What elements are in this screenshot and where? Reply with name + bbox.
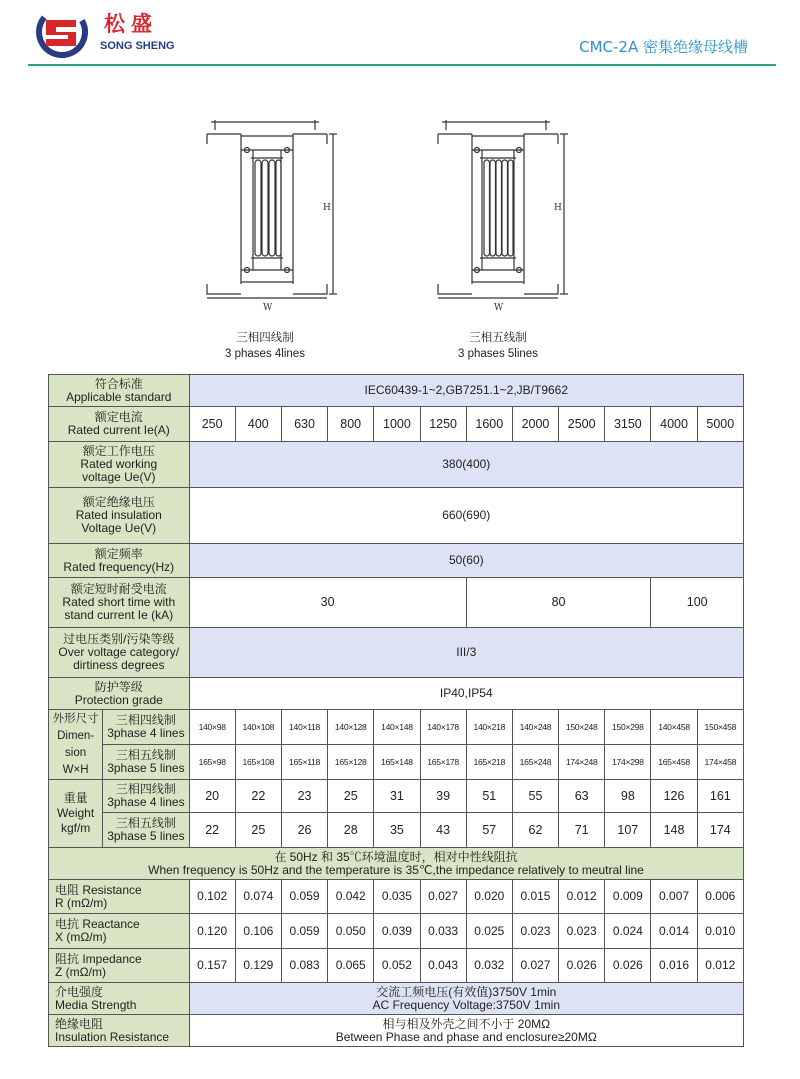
reactance-cell: 0.014: [651, 914, 697, 949]
figure-caption-5lines: [418, 330, 578, 362]
dimension-cell: 165×118: [281, 745, 327, 780]
busway-cross-section-5lines: [428, 120, 578, 313]
value-insulation-voltage: 660(690): [189, 488, 743, 544]
row-impedance: [49, 949, 744, 983]
resistance-cell: 0.006: [697, 880, 743, 914]
resistance-cell: 0.059: [281, 880, 327, 914]
brand-name-cn: 松盛: [104, 12, 158, 36]
short-time-cell: 80: [466, 578, 651, 628]
label-dimension-4lines: 三相四线制 3phase 4 lines: [103, 710, 189, 745]
label-impedance: 阻抗 Impedance Z (mΩ/m): [49, 949, 190, 983]
reactance-cell: 0.023: [559, 914, 605, 949]
current-cell: 400: [235, 407, 281, 442]
reactance-cell: 0.033: [420, 914, 466, 949]
dimension-cell: 165×458: [651, 745, 697, 780]
weight-cell: 39: [420, 780, 466, 813]
value-media-strength: 交流工频电压(有效值)3750V 1min AC Frequency Voltage:3750V 1min: [189, 983, 743, 1015]
label-weight: 重量 Weight kgf/m: [49, 780, 103, 848]
busway-cross-section-4lines: [197, 120, 347, 313]
dimension-cell: 140×148: [374, 710, 420, 745]
current-cell: 2000: [512, 407, 558, 442]
impedance-cell: 0.065: [328, 949, 374, 983]
value-insulation-resistance: 相与相及外壳之间不小于 20MΩ Between Phase and phase and enclosure≥20MΩ: [189, 1015, 743, 1047]
resistance-cell: 0.020: [466, 880, 512, 914]
weight-cell: 26: [281, 813, 327, 848]
weight-cell: 35: [374, 813, 420, 848]
dimension-cell: 165×148: [374, 745, 420, 780]
weight-cell: 148: [651, 813, 697, 848]
height-label: H: [554, 203, 562, 213]
impedance-cell: 0.027: [512, 949, 558, 983]
dimension-cell: 150×298: [605, 710, 651, 745]
header-divider: [28, 64, 776, 66]
dimension-cell: 165×98: [189, 745, 235, 780]
row-standard: [49, 375, 744, 407]
resistance-cell: 0.042: [328, 880, 374, 914]
reactance-cell: 0.059: [281, 914, 327, 949]
reactance-cell: 0.025: [466, 914, 512, 949]
short-time-cell: 100: [651, 578, 744, 628]
label-frequency: 额定频率 Rated frequency(Hz): [49, 544, 190, 578]
weight-cell: 25: [235, 813, 281, 848]
dimension-cell: 140×128: [328, 710, 374, 745]
dimension-cell: 140×178: [420, 710, 466, 745]
row-insulation-resistance: [49, 1015, 744, 1047]
resistance-cell: 0.012: [559, 880, 605, 914]
impedance-cell: 0.043: [420, 949, 466, 983]
weight-cell: 51: [466, 780, 512, 813]
label-short-time-current: 额定短时耐受电流 Rated short time with stand current Ie (kA): [49, 578, 190, 628]
dimension-cell: 140×458: [651, 710, 697, 745]
weight-cell: 22: [235, 780, 281, 813]
weight-cell: 25: [328, 780, 374, 813]
dimension-cell: 165×178: [420, 745, 466, 780]
value-working-voltage: 380(400): [189, 442, 743, 488]
resistance-cell: 0.009: [605, 880, 651, 914]
reactance-cell: 0.120: [189, 914, 235, 949]
weight-cell: 174: [697, 813, 743, 848]
label-dimension-5lines: 三相五线制 3phase 5 lines: [103, 745, 189, 780]
current-cell: 5000: [697, 407, 743, 442]
current-cell: 1250: [420, 407, 466, 442]
dimension-cell: 165×218: [466, 745, 512, 780]
row-insulation-voltage: [49, 488, 744, 544]
label-weight-4lines: 三相四线制 3phase 4 lines: [103, 780, 189, 813]
caption-cn: 三相四线制: [236, 332, 294, 344]
current-cell: 250: [189, 407, 235, 442]
row-weight-4lines: [49, 780, 744, 813]
value-protection: IP40,IP54: [189, 678, 743, 710]
caption-en: 3 phases 5lines: [458, 348, 538, 360]
dimension-cell: 165×108: [235, 745, 281, 780]
short-time-cell: 30: [189, 578, 466, 628]
weight-cell: 62: [512, 813, 558, 848]
impedance-cell: 0.032: [466, 949, 512, 983]
weight-cell: 98: [605, 780, 651, 813]
weight-cell: 55: [512, 780, 558, 813]
reactance-cell: 0.039: [374, 914, 420, 949]
dimension-cell: 140×98: [189, 710, 235, 745]
weight-cell: 71: [559, 813, 605, 848]
impedance-cell: 0.016: [651, 949, 697, 983]
row-dimension-5lines: [49, 745, 744, 780]
row-working-voltage: [49, 442, 744, 488]
impedance-cell: 0.052: [374, 949, 420, 983]
row-rated-current: [49, 407, 744, 442]
reactance-cell: 0.010: [697, 914, 743, 949]
label-reactance: 电抗 Reactance X (mΩ/m): [49, 914, 190, 949]
impedance-cell: 0.012: [697, 949, 743, 983]
current-cell: 3150: [605, 407, 651, 442]
dimension-cell: 140×118: [281, 710, 327, 745]
current-cell: 800: [328, 407, 374, 442]
figure-caption-4lines: [185, 330, 345, 362]
height-label: H: [323, 203, 331, 213]
dimension-cell: 140×108: [235, 710, 281, 745]
label-insulation-resistance: 绝缘电阻 Insulation Resistance: [49, 1015, 190, 1047]
resistance-cell: 0.007: [651, 880, 697, 914]
weight-cell: 43: [420, 813, 466, 848]
label-dimension: 外形尺寸 Dimen- sion W×H: [49, 710, 103, 780]
dimension-cell: 165×248: [512, 745, 558, 780]
resistance-cell: 0.027: [420, 880, 466, 914]
page-header: [0, 0, 800, 66]
weight-cell: 28: [328, 813, 374, 848]
impedance-cell: 0.157: [189, 949, 235, 983]
value-standard: IEC60439-1~2,GB7251.1~2,JB/T9662: [189, 375, 743, 407]
resistance-cell: 0.074: [235, 880, 281, 914]
label-insulation-voltage: 额定绝缘电压 Rated insulation Voltage Ue(V): [49, 488, 190, 544]
impedance-note: 在 50Hz 和 35℃环境温度时，相对中性线阻抗 When frequency is 50Hz and the temperature is 35℃,the impedance relatively to meutral line: [49, 848, 744, 880]
row-dimension-4lines: [49, 710, 744, 745]
weight-cell: 20: [189, 780, 235, 813]
row-media-strength: [49, 983, 744, 1015]
label-rated-current: 额定电流 Rated current Ie(A): [49, 407, 190, 442]
resistance-cell: 0.102: [189, 880, 235, 914]
width-label: W: [494, 303, 504, 313]
reactance-cell: 0.023: [512, 914, 558, 949]
caption-cn: 三相五线制: [469, 332, 527, 344]
dimension-cell: 150×458: [697, 710, 743, 745]
row-reactance: [49, 914, 744, 949]
current-cell: 2500: [559, 407, 605, 442]
row-protection: [49, 678, 744, 710]
row-weight-5lines: [49, 813, 744, 848]
dimension-cell: 174×248: [559, 745, 605, 780]
weight-cell: 23: [281, 780, 327, 813]
current-cell: 4000: [651, 407, 697, 442]
weight-cell: 161: [697, 780, 743, 813]
label-resistance: 电阻 Resistance R (mΩ/m): [49, 880, 190, 914]
impedance-cell: 0.129: [235, 949, 281, 983]
songsheng-logo: [34, 6, 90, 58]
reactance-cell: 0.050: [328, 914, 374, 949]
document-title: CMC-2A 密集绝缘母线槽: [579, 38, 748, 56]
label-media-strength: 介电强度 Media Strength: [49, 983, 190, 1015]
dimension-cell: 174×458: [697, 745, 743, 780]
row-short-time-current: [49, 578, 744, 628]
resistance-cell: 0.035: [374, 880, 420, 914]
label-standard: 符合标准 Applicable standard: [49, 375, 190, 407]
impedance-cell: 0.026: [605, 949, 651, 983]
current-cell: 630: [281, 407, 327, 442]
current-cell: 1000: [374, 407, 420, 442]
current-cell: 1600: [466, 407, 512, 442]
impedance-cell: 0.026: [559, 949, 605, 983]
resistance-cell: 0.015: [512, 880, 558, 914]
dimension-cell: 140×218: [466, 710, 512, 745]
value-frequency: 50(60): [189, 544, 743, 578]
brand-name-en: SONG SHENG: [100, 40, 175, 52]
reactance-cell: 0.106: [235, 914, 281, 949]
impedance-cell: 0.083: [281, 949, 327, 983]
label-working-voltage: 额定工作电压 Rated working voltage Ue(V): [49, 442, 190, 488]
dimension-cell: 140×248: [512, 710, 558, 745]
specification-table: [48, 374, 744, 1047]
dimension-cell: 150×248: [559, 710, 605, 745]
weight-cell: 107: [605, 813, 651, 848]
dimension-cell: 165×128: [328, 745, 374, 780]
dimension-cell: 174×298: [605, 745, 651, 780]
caption-en: 3 phases 4lines: [225, 348, 305, 360]
row-impedance-note: [49, 848, 744, 880]
row-frequency: [49, 544, 744, 578]
weight-cell: 57: [466, 813, 512, 848]
label-weight-5lines: 三相五线制 3phase 5 lines: [103, 813, 189, 848]
weight-cell: 63: [559, 780, 605, 813]
width-label: W: [263, 303, 273, 313]
row-overvoltage: [49, 628, 744, 678]
row-resistance: [49, 880, 744, 914]
label-protection: 防护等级 Protection grade: [49, 678, 190, 710]
label-overvoltage: 过电压类别/污染等级 Over voltage category/ dirtiness degrees: [49, 628, 190, 678]
weight-cell: 31: [374, 780, 420, 813]
weight-cell: 22: [189, 813, 235, 848]
value-overvoltage: III/3: [189, 628, 743, 678]
reactance-cell: 0.024: [605, 914, 651, 949]
weight-cell: 126: [651, 780, 697, 813]
